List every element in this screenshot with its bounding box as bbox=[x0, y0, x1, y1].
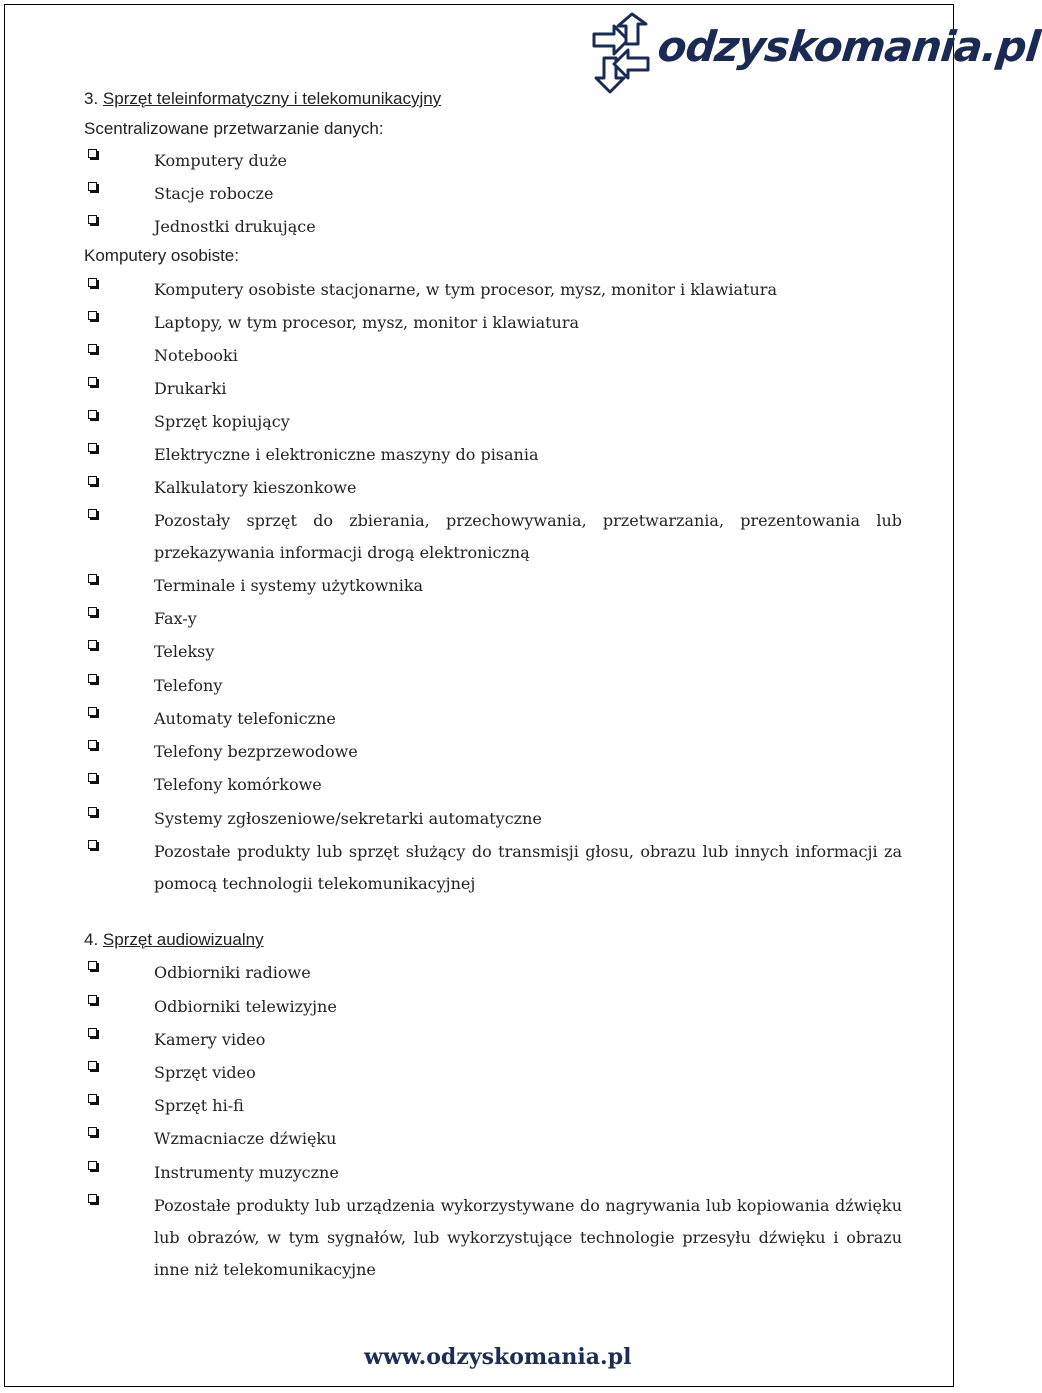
section-4-number: 4. bbox=[84, 930, 99, 949]
checkbox-icon bbox=[88, 410, 97, 419]
section-3-number: 3. bbox=[84, 89, 99, 108]
list-item-text: Laptopy, w tym procesor, mysz, monitor i klawiatura bbox=[154, 313, 580, 332]
list-item-text: Notebooki bbox=[154, 346, 238, 365]
list-item-text: Telefony komórkowe bbox=[154, 775, 322, 794]
logo bbox=[584, 12, 1042, 102]
checkbox-icon bbox=[88, 995, 97, 1004]
list-item-text: Systemy zgłoszeniowe/sekretarki automatyczne bbox=[154, 809, 542, 828]
list-item-text: Komputery duże bbox=[154, 151, 287, 170]
list-item-text: Fax-y bbox=[154, 609, 197, 628]
checkbox-icon bbox=[88, 1061, 97, 1070]
checkbox-icon bbox=[88, 311, 97, 320]
section-4-heading bbox=[84, 930, 264, 950]
list-item-text: Drukarki bbox=[154, 379, 227, 398]
checkbox-icon bbox=[88, 607, 97, 616]
list-item-text: Automaty telefoniczne bbox=[154, 709, 336, 728]
checkbox-icon bbox=[88, 807, 97, 816]
list-item-text: Pozostały sprzęt do zbierania, przechowywania, przetwarzania, prezentowania lub przekazywania informacji drogą elektroniczną bbox=[154, 511, 902, 562]
checkbox-icon bbox=[88, 182, 97, 191]
list-item-text: Sprzęt hi-fi bbox=[154, 1096, 244, 1115]
list-item-text: Instrumenty muzyczne bbox=[154, 1163, 339, 1182]
list-item-text: Odbiorniki radiowe bbox=[154, 963, 311, 982]
section-4-title: Sprzęt audiowizualny bbox=[102, 930, 264, 949]
checkbox-icon bbox=[88, 509, 97, 518]
checkbox-icon bbox=[88, 149, 97, 158]
checkbox-icon bbox=[88, 840, 97, 849]
checkbox-icon bbox=[88, 476, 97, 485]
checkbox-icon bbox=[88, 961, 97, 970]
checkbox-icon bbox=[88, 215, 97, 224]
footer-website-url: www.odzyskomania.pl bbox=[364, 1344, 632, 1370]
recycle-arrows-icon bbox=[584, 12, 658, 96]
list-item-text: Elektryczne i elektroniczne maszyny do pisania bbox=[154, 445, 539, 464]
checkbox-icon bbox=[88, 443, 97, 452]
list-item-text: Teleksy bbox=[154, 642, 215, 661]
group-label-centralized: Scentralizowane przetwarzanie danych: bbox=[84, 119, 384, 138]
group-label-personal-computers: Komputery osobiste: bbox=[84, 246, 239, 265]
list-item-text: Pozostałe produkty lub sprzęt służący do transmisji głosu, obrazu lub innych informacji za pomocą technologii telekomunikacyjnej bbox=[154, 842, 902, 893]
list-item-text: Odbiorniki telewizyjne bbox=[154, 997, 337, 1016]
list-item-text: Jednostki drukujące bbox=[154, 217, 316, 236]
checkbox-icon bbox=[88, 1194, 97, 1203]
checkbox-icon bbox=[88, 1028, 97, 1037]
checkbox-icon bbox=[88, 740, 97, 749]
checkbox-icon bbox=[88, 1161, 97, 1170]
list-item-text: Telefony bbox=[154, 676, 223, 695]
list-item-text: Telefony bezprzewodowe bbox=[154, 742, 358, 761]
checkbox-icon bbox=[88, 1094, 97, 1103]
logo-text: odzyskomania.pl bbox=[655, 22, 1042, 71]
checkbox-icon bbox=[88, 574, 97, 583]
checkbox-icon bbox=[88, 773, 97, 782]
list-item-text: Stacje robocze bbox=[154, 184, 274, 203]
list-item-text: Wzmacniacze dźwięku bbox=[154, 1129, 337, 1148]
checkbox-icon bbox=[88, 1127, 97, 1136]
checkbox-icon bbox=[88, 707, 97, 716]
checkbox-icon bbox=[88, 674, 97, 683]
list-item-text: Terminale i systemy użytkownika bbox=[154, 576, 424, 595]
list-item-text: Kalkulatory kieszonkowe bbox=[154, 478, 357, 497]
list-item-text: Pozostałe produkty lub urządzenia wykorzystywane do nagrywania lub kopiowania dźwięku lub obrazów, w tym sygnałów, lub wykorzystujące technologie przesyłu dźwięku i obrazu inne niż telekomunikacyjne bbox=[154, 1196, 902, 1279]
list-item-text: Kamery video bbox=[154, 1030, 266, 1049]
list-item-text: Sprzęt video bbox=[154, 1063, 256, 1082]
section-3-title: Sprzęt teleinformatyczny i telekomunikacyjny bbox=[102, 89, 442, 108]
list-item-text: Sprzęt kopiujący bbox=[154, 412, 290, 431]
checkbox-icon bbox=[88, 344, 97, 353]
checkbox-icon bbox=[88, 377, 97, 386]
checkbox-icon bbox=[88, 640, 97, 649]
list-item-text: Komputery osobiste stacjonarne, w tym procesor, mysz, monitor i klawiatura bbox=[154, 280, 777, 299]
section-3-heading bbox=[84, 89, 441, 109]
checkbox-icon bbox=[88, 278, 97, 287]
